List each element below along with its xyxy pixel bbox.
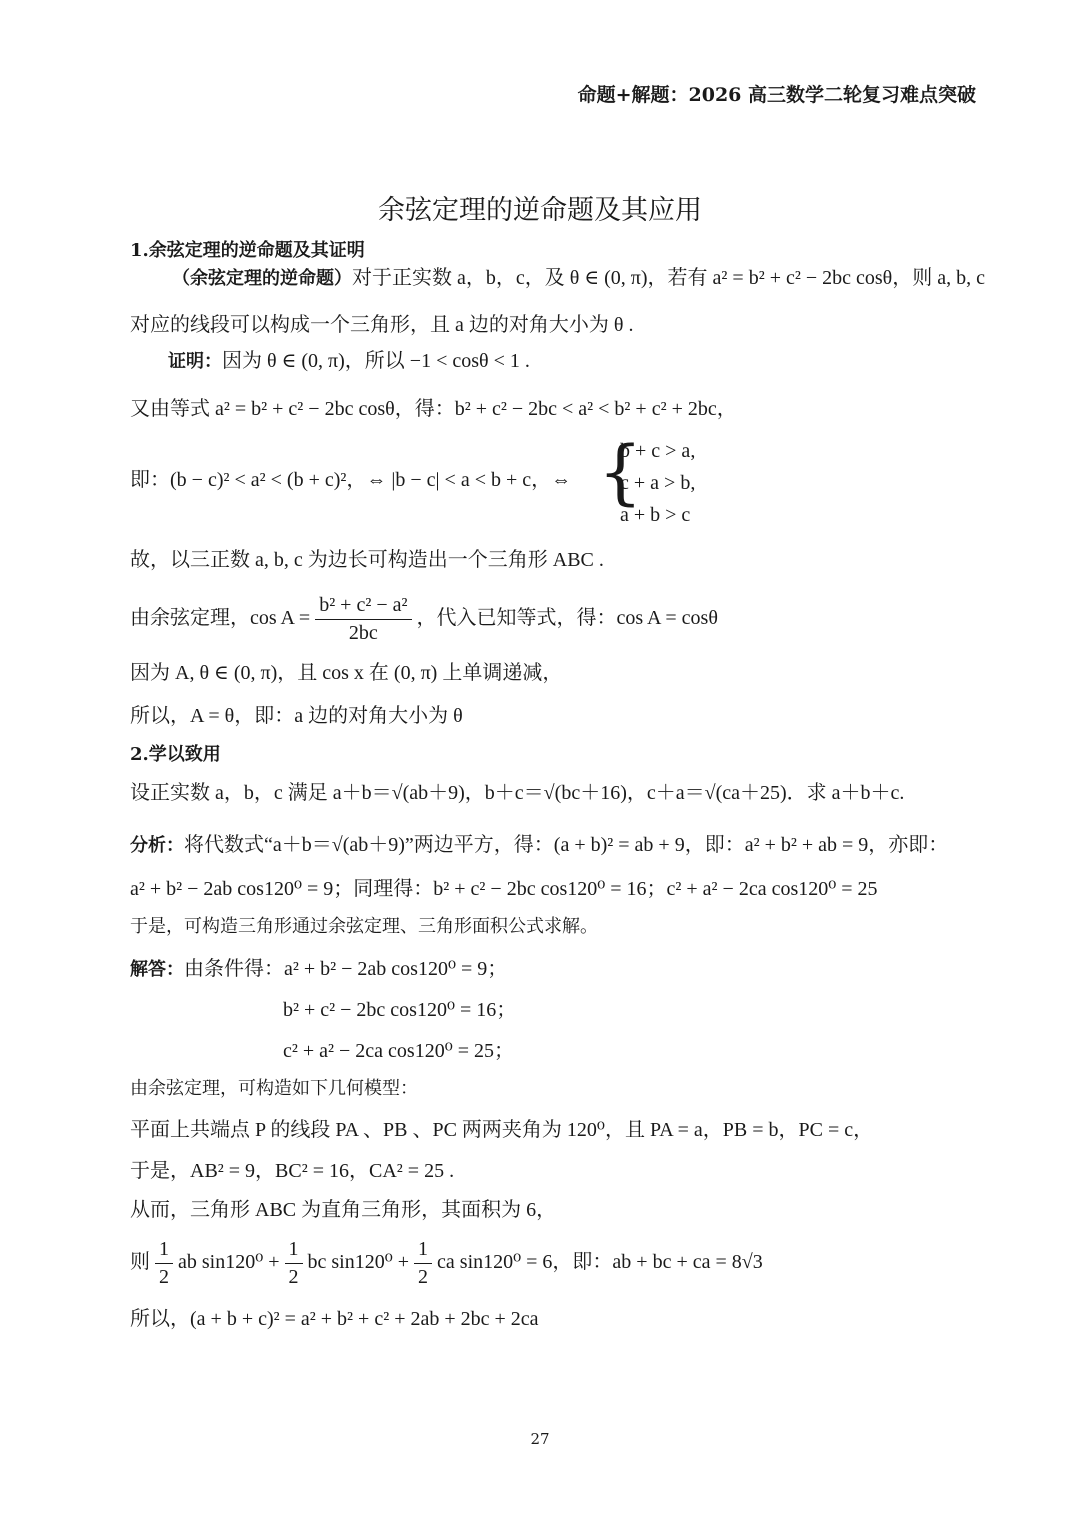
- analysis-line-3: 于是，可构造三角形通过余弦定理、三角形面积公式求解。: [130, 916, 598, 937]
- half-fraction-1: [155, 1238, 173, 1289]
- statement-line-1: [172, 265, 985, 292]
- cosine-fraction: [315, 594, 411, 645]
- cosine-lead: 由余弦定理，cos A =: [130, 607, 311, 630]
- statement-line-2: 对应的线段可以构成一个三角形，且 a 边的对角大小为 θ .: [130, 314, 634, 336]
- system-brace: {: [598, 431, 643, 513]
- running-header: 命题+解题：2026 高三数学二轮复习难点突破: [577, 84, 976, 106]
- proof-label: 证明：: [168, 351, 222, 372]
- angle-conclusion: 所以，A = θ，即：a 边的对角大小为 θ: [130, 705, 463, 727]
- section-2-heading: 2.学以致用: [130, 744, 221, 765]
- solution-eq-2: b² + c² − 2bc cos120⁰ = 16；: [283, 999, 517, 1021]
- half-fraction-2: [285, 1238, 303, 1289]
- half-den: 2: [159, 1266, 169, 1288]
- page-number: 27: [530, 1430, 550, 1448]
- cosine-denominator: 2bc: [348, 622, 378, 644]
- analysis-line-2: a² + b² − 2ab cos120⁰ = 9；同理得：b² + c² − 2bc cos120⁰ = 16；c² + a² − 2ca cos120⁰ = 25: [130, 878, 878, 900]
- side-lengths: 于是，AB² = 9，BC² = 16，CA² = 25 .: [130, 1160, 455, 1182]
- half-num: 1: [155, 1238, 173, 1264]
- system-line-1: b + c > a,: [620, 440, 696, 462]
- solution-line-1: [130, 956, 507, 983]
- half-num: 1: [414, 1238, 432, 1264]
- page-title: 余弦定理的逆命题及其应用: [378, 195, 702, 226]
- solution-label: 解答：: [130, 959, 184, 980]
- half-fraction-3: [414, 1238, 432, 1289]
- half-num: 1: [285, 1238, 303, 1264]
- solution-eq-1: 由条件得：a² + b² − 2ab cos120⁰ = 9；: [184, 958, 508, 980]
- model-intro: 由余弦定理，可构造如下几何模型：: [130, 1078, 418, 1099]
- analysis-label: 分析：: [130, 835, 184, 856]
- equivalence-line: 即：(b − c)² < a² < (b + c)²，⇔ |b − c| < a < b + c，⇔: [130, 469, 572, 491]
- statement-text: 对于正实数 a，b，c，及 θ ∈ (0, π)，若有 a² = b² + c² − 2bc cosθ，则 a, b, c: [352, 267, 986, 289]
- inequality-derivation: 又由等式 a² = b² + c² − 2bc cosθ，得：b² + c² − 2bc < a² < b² + c² + 2bc，: [130, 398, 737, 420]
- analysis-text: 将代数式“a＋b＝√(ab＋9)”两边平方，得：(a + b)² = ab + 9，即：a² + b² + ab = 9，亦即：: [184, 834, 949, 856]
- analysis-line-1: [130, 832, 948, 859]
- section-1-heading: 1.余弦定理的逆命题及其证明: [130, 240, 365, 261]
- area-term-1: ab sin120⁰ +: [178, 1251, 280, 1274]
- triangle-conclusion: 故，以三正数 a, b, c 为边长可构造出一个三角形 ABC .: [130, 549, 604, 571]
- problem-statement: 设正实数 a，b，c 满足 a＋b＝√(ab＋9)，b＋c＝√(bc＋16)，c＋a＝√(ca＋25)．求 a＋b＋c.: [130, 782, 905, 804]
- sum-square-expansion: 所以，(a + b + c)² = a² + b² + c² + 2ab + 2bc + 2ca: [130, 1308, 539, 1330]
- half-den: 2: [418, 1266, 429, 1288]
- proof-line: [168, 348, 530, 375]
- proof-text: 因为 θ ∈ (0, π)，所以 −1 < cosθ < 1 .: [222, 350, 530, 372]
- cosine-numerator: b² + c² − a²: [315, 594, 411, 620]
- system-line-3: a + b > c: [620, 504, 691, 526]
- right-triangle-area: 从而，三角形 ABC 为直角三角形，其面积为 6，: [130, 1199, 557, 1221]
- area-lead: 则: [130, 1251, 150, 1274]
- model-description: 平面上共端点 P 的线段 PA 、PB 、PC 两两夹角为 120⁰，且 PA = a，PB = b，PC = c，: [130, 1119, 874, 1141]
- cosine-tail: ，代入已知等式，得：cos A = cosθ: [416, 607, 718, 630]
- monotonic-line: 因为 A, θ ∈ (0, π)，且 cos x 在 (0, π) 上单调递减，: [130, 662, 563, 684]
- area-equation: [130, 1238, 763, 1289]
- area-term-3: ca sin120⁰ = 6，即：ab + bc + ca = 8√3: [437, 1251, 763, 1274]
- statement-label: （余弦定理的逆命题）: [172, 268, 352, 289]
- half-den: 2: [288, 1266, 299, 1288]
- solution-eq-3: c² + a² − 2ca cos120⁰ = 25；: [283, 1040, 515, 1062]
- area-term-2: bc sin120⁰ +: [307, 1251, 410, 1274]
- cosine-formula-line: [130, 594, 718, 645]
- system-line-2: c + a > b,: [620, 472, 696, 494]
